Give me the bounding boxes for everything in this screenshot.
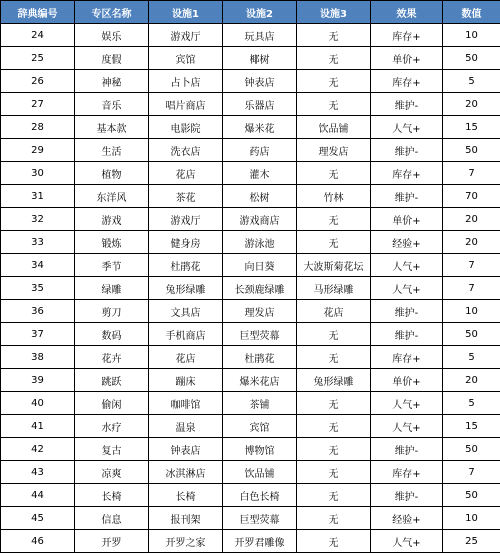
table-cell: 手机商店 bbox=[149, 323, 223, 346]
table-cell: 无 bbox=[297, 392, 371, 415]
table-cell: 7 bbox=[443, 254, 500, 277]
table-cell: 水疗 bbox=[75, 415, 149, 438]
table-cell: 50 bbox=[443, 438, 500, 461]
table-cell: 温泉 bbox=[149, 415, 223, 438]
table-row bbox=[1, 93, 500, 116]
table-cell: 50 bbox=[443, 323, 500, 346]
table-cell: 无 bbox=[297, 70, 371, 93]
table-cell: 药店 bbox=[223, 139, 297, 162]
table-body bbox=[1, 24, 500, 553]
table-row bbox=[1, 484, 500, 507]
table-cell: 椰树 bbox=[223, 47, 297, 70]
table-cell: 37 bbox=[1, 323, 75, 346]
table-cell: 花店 bbox=[149, 162, 223, 185]
table-cell: 20 bbox=[443, 231, 500, 254]
table-cell: 游戏厅 bbox=[149, 24, 223, 47]
table-row bbox=[1, 346, 500, 369]
table-row bbox=[1, 507, 500, 530]
table-cell: 杜鹃花 bbox=[149, 254, 223, 277]
table-cell: 向日葵 bbox=[223, 254, 297, 277]
table-cell: 维护- bbox=[371, 139, 443, 162]
table-cell: 单价+ bbox=[371, 208, 443, 231]
table-cell: 剪刀 bbox=[75, 300, 149, 323]
table-cell: 电影院 bbox=[149, 116, 223, 139]
table-cell: 45 bbox=[1, 507, 75, 530]
table-cell: 宾馆 bbox=[223, 415, 297, 438]
table-cell: 信息 bbox=[75, 507, 149, 530]
table-cell: 娱乐 bbox=[75, 24, 149, 47]
table-cell: 钟表店 bbox=[223, 70, 297, 93]
table-cell: 白色长椅 bbox=[223, 484, 297, 507]
table-cell: 钟表店 bbox=[149, 438, 223, 461]
table-cell: 兔形绿雕 bbox=[297, 369, 371, 392]
table-cell: 库存+ bbox=[371, 162, 443, 185]
table-cell: 42 bbox=[1, 438, 75, 461]
table-cell: 理发店 bbox=[297, 139, 371, 162]
table-cell: 无 bbox=[297, 484, 371, 507]
table-cell: 凉爽 bbox=[75, 461, 149, 484]
table-cell: 36 bbox=[1, 300, 75, 323]
table-cell: 大波斯菊花坛 bbox=[297, 254, 371, 277]
table-cell: 库存+ bbox=[371, 70, 443, 93]
table-cell: 28 bbox=[1, 116, 75, 139]
table-cell: 生活 bbox=[75, 139, 149, 162]
table-row bbox=[1, 323, 500, 346]
table-cell: 单价+ bbox=[371, 47, 443, 70]
table-cell: 冰淇淋店 bbox=[149, 461, 223, 484]
table-row bbox=[1, 415, 500, 438]
table-cell: 38 bbox=[1, 346, 75, 369]
table-cell: 15 bbox=[443, 415, 500, 438]
table-cell: 蹦床 bbox=[149, 369, 223, 392]
table-cell: 10 bbox=[443, 507, 500, 530]
table-cell: 复古 bbox=[75, 438, 149, 461]
table-cell: 巨型荧幕 bbox=[223, 323, 297, 346]
table-cell: 无 bbox=[297, 507, 371, 530]
table-row bbox=[1, 185, 500, 208]
table-cell: 15 bbox=[443, 116, 500, 139]
table-row bbox=[1, 162, 500, 185]
table-cell: 茶花 bbox=[149, 185, 223, 208]
table-row bbox=[1, 392, 500, 415]
table-cell: 跳跃 bbox=[75, 369, 149, 392]
table-cell: 50 bbox=[443, 484, 500, 507]
table-cell: 饮品铺 bbox=[297, 116, 371, 139]
table-cell: 10 bbox=[443, 300, 500, 323]
table-cell: 理发店 bbox=[223, 300, 297, 323]
table-cell: 游泳池 bbox=[223, 231, 297, 254]
table-cell: 5 bbox=[443, 70, 500, 93]
table-cell: 单价+ bbox=[371, 369, 443, 392]
table-cell: 维护- bbox=[371, 438, 443, 461]
table-cell: 无 bbox=[297, 346, 371, 369]
table-cell: 维护- bbox=[371, 93, 443, 116]
table-cell: 无 bbox=[297, 24, 371, 47]
table-cell: 茶铺 bbox=[223, 392, 297, 415]
table-cell: 无 bbox=[297, 438, 371, 461]
table-row bbox=[1, 70, 500, 93]
table-cell: 爆米花店 bbox=[223, 369, 297, 392]
table-cell: 维护- bbox=[371, 484, 443, 507]
column-header: 专区名称 bbox=[75, 1, 149, 24]
table-cell: 神秘 bbox=[75, 70, 149, 93]
table-cell: 爆米花 bbox=[223, 116, 297, 139]
column-header: 设施2 bbox=[223, 1, 297, 24]
table-cell: 马形绿雕 bbox=[297, 277, 371, 300]
table-row bbox=[1, 277, 500, 300]
table-cell: 竹林 bbox=[297, 185, 371, 208]
table-cell: 44 bbox=[1, 484, 75, 507]
table-cell: 开罗 bbox=[75, 530, 149, 553]
table-cell: 无 bbox=[297, 323, 371, 346]
table-cell: 植物 bbox=[75, 162, 149, 185]
table-cell: 24 bbox=[1, 24, 75, 47]
table-cell: 兔形绿雕 bbox=[149, 277, 223, 300]
column-header: 效果 bbox=[371, 1, 443, 24]
table-cell: 70 bbox=[443, 185, 500, 208]
table-cell: 灌木 bbox=[223, 162, 297, 185]
table-cell: 偷闲 bbox=[75, 392, 149, 415]
table-cell: 游戏厅 bbox=[149, 208, 223, 231]
column-header: 数值 bbox=[443, 1, 500, 24]
table-cell: 50 bbox=[443, 139, 500, 162]
table-cell: 东洋风 bbox=[75, 185, 149, 208]
table-cell: 30 bbox=[1, 162, 75, 185]
table-row bbox=[1, 24, 500, 47]
table-cell: 库存+ bbox=[371, 24, 443, 47]
table-cell: 50 bbox=[443, 47, 500, 70]
table-cell: 43 bbox=[1, 461, 75, 484]
table-cell: 29 bbox=[1, 139, 75, 162]
table-cell: 维护- bbox=[371, 323, 443, 346]
table-cell: 玩具店 bbox=[223, 24, 297, 47]
table-cell: 32 bbox=[1, 208, 75, 231]
table-cell: 宾馆 bbox=[149, 47, 223, 70]
table-cell: 音乐 bbox=[75, 93, 149, 116]
table-cell: 开罗之家 bbox=[149, 530, 223, 553]
table-cell: 5 bbox=[443, 346, 500, 369]
table-cell: 咖啡馆 bbox=[149, 392, 223, 415]
table-cell: 饮品铺 bbox=[223, 461, 297, 484]
table-cell: 经验+ bbox=[371, 507, 443, 530]
table-cell: 库存+ bbox=[371, 346, 443, 369]
table-cell: 25 bbox=[1, 47, 75, 70]
table-cell: 杜鹃花 bbox=[223, 346, 297, 369]
table-cell: 20 bbox=[443, 93, 500, 116]
table-cell: 乐器店 bbox=[223, 93, 297, 116]
table-cell: 库存+ bbox=[371, 461, 443, 484]
table-cell: 无 bbox=[297, 93, 371, 116]
table-cell: 开罗君雕像 bbox=[223, 530, 297, 553]
table-row bbox=[1, 116, 500, 139]
table-row bbox=[1, 208, 500, 231]
table-cell: 20 bbox=[443, 208, 500, 231]
table-row bbox=[1, 461, 500, 484]
table-cell: 经验+ bbox=[371, 231, 443, 254]
table-cell: 数码 bbox=[75, 323, 149, 346]
table-cell: 46 bbox=[1, 530, 75, 553]
table-cell: 27 bbox=[1, 93, 75, 116]
table-row bbox=[1, 231, 500, 254]
table-cell: 季节 bbox=[75, 254, 149, 277]
table-cell: 人气+ bbox=[371, 530, 443, 553]
table-cell: 唱片商店 bbox=[149, 93, 223, 116]
table-cell: 长颈鹿绿雕 bbox=[223, 277, 297, 300]
table-cell: 长椅 bbox=[149, 484, 223, 507]
table-cell: 35 bbox=[1, 277, 75, 300]
table-cell: 度假 bbox=[75, 47, 149, 70]
table-cell: 游戏商店 bbox=[223, 208, 297, 231]
table-cell: 巨型荧幕 bbox=[223, 507, 297, 530]
table-cell: 5 bbox=[443, 392, 500, 415]
table-cell: 游戏 bbox=[75, 208, 149, 231]
table-row bbox=[1, 369, 500, 392]
table-cell: 松树 bbox=[223, 185, 297, 208]
table-cell: 洗衣店 bbox=[149, 139, 223, 162]
table-cell: 无 bbox=[297, 461, 371, 484]
table-cell: 无 bbox=[297, 231, 371, 254]
table-cell: 无 bbox=[297, 208, 371, 231]
column-header: 设施1 bbox=[149, 1, 223, 24]
table-cell: 39 bbox=[1, 369, 75, 392]
table-cell: 基本款 bbox=[75, 116, 149, 139]
table-cell: 锻炼 bbox=[75, 231, 149, 254]
table-cell: 26 bbox=[1, 70, 75, 93]
table-header bbox=[1, 1, 500, 24]
column-header: 辞典编号 bbox=[1, 1, 75, 24]
table-cell: 41 bbox=[1, 415, 75, 438]
table-cell: 无 bbox=[297, 162, 371, 185]
table-cell: 人气+ bbox=[371, 116, 443, 139]
table-cell: 25 bbox=[443, 530, 500, 553]
table-cell: 31 bbox=[1, 185, 75, 208]
table-cell: 40 bbox=[1, 392, 75, 415]
table-cell: 维护- bbox=[371, 185, 443, 208]
table-cell: 无 bbox=[297, 47, 371, 70]
table-cell: 长椅 bbox=[75, 484, 149, 507]
table-cell: 20 bbox=[443, 369, 500, 392]
column-header: 设施3 bbox=[297, 1, 371, 24]
table-cell: 绿雕 bbox=[75, 277, 149, 300]
table-cell: 34 bbox=[1, 254, 75, 277]
table-cell: 10 bbox=[443, 24, 500, 47]
table-cell: 花店 bbox=[297, 300, 371, 323]
table-cell: 人气+ bbox=[371, 392, 443, 415]
table-row bbox=[1, 438, 500, 461]
table-cell: 报刊架 bbox=[149, 507, 223, 530]
table-cell: 33 bbox=[1, 231, 75, 254]
table-cell: 人气+ bbox=[371, 415, 443, 438]
table-row bbox=[1, 139, 500, 162]
table-row bbox=[1, 254, 500, 277]
table-cell: 7 bbox=[443, 277, 500, 300]
table-cell: 人气+ bbox=[371, 254, 443, 277]
table-cell: 占卜店 bbox=[149, 70, 223, 93]
table-cell: 7 bbox=[443, 461, 500, 484]
header-row bbox=[1, 1, 500, 24]
table-cell: 文具店 bbox=[149, 300, 223, 323]
table-row bbox=[1, 530, 500, 553]
table-cell: 7 bbox=[443, 162, 500, 185]
table-cell: 无 bbox=[297, 530, 371, 553]
table-cell: 人气+ bbox=[371, 277, 443, 300]
table-cell: 花店 bbox=[149, 346, 223, 369]
table-cell: 健身房 bbox=[149, 231, 223, 254]
table-cell: 花卉 bbox=[75, 346, 149, 369]
table-cell: 无 bbox=[297, 415, 371, 438]
table-cell: 博物馆 bbox=[223, 438, 297, 461]
table-row bbox=[1, 47, 500, 70]
table-row bbox=[1, 300, 500, 323]
table-cell: 维护- bbox=[371, 300, 443, 323]
